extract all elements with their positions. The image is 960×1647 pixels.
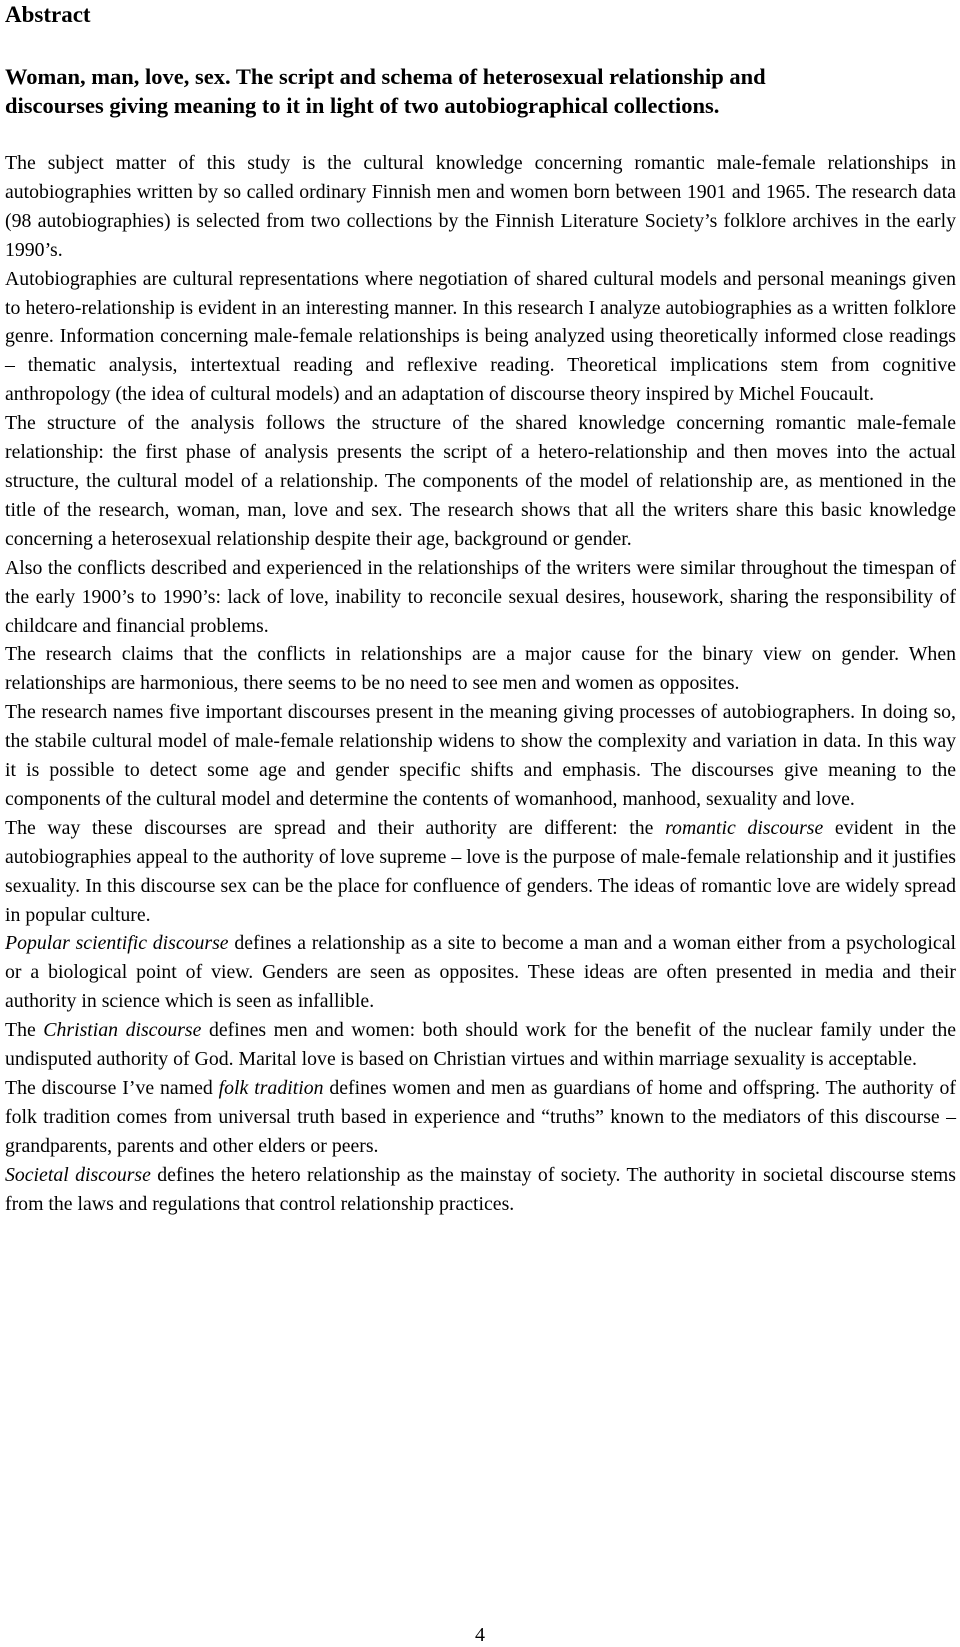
paragraph-autobiographies: Autobiographies are cultural representations where negotiation of shared cultural models and personal meanings given to hetero-relationship is evident in an interesting manner. In this research I analyze autobiographies as a written folklore genre. Information concerning male-female relationships is being analyzed using theoretically informed close readings – thematic analysis, intertextual reading and reflexive reading. Theoretical implications stem from cognitive anthropology (the idea of cultural models) and an adaptation of discourse theory inspired by Michel Foucault. [5,267,956,406]
term-popular-scientific-discourse: Popular scientific discourse [5,932,229,955]
title-line-2: discourses giving meaning to it in light of two autobiographical collections. [5,93,720,118]
paragraph-societal-discourse [5,1161,956,1219]
paragraph-subject-matter: The subject matter of this study is the cultural knowledge concerning romantic male-female relationships in autobiographies written by so called ordinary Finnish men and women born between 1901 and 1965. The research data (98 autobiographies) is selected from two collections by the Finnish Literature Society’s folklore archives in the early 1990’s. [5,152,956,261]
text-run: The [5,1019,44,1042]
document-page [5,0,956,1219]
text-run: defines women and men as guardians of home and offspring. The authority of folk tradition comes from universal truth based in experience and “truths” known to the mediators of this discourse – grandparents, parents and other elders or peers. [5,1077,956,1157]
section-heading: Abstract [5,2,91,27]
abstract-body [5,149,956,1219]
text-run: The discourse I’ve named [5,1077,219,1099]
page-number: 4 [475,1624,485,1646]
paragraph-conflicts: Also the conflicts described and experienced in the relationships of the writers were similar throughout the timespan of the early 1900’s to 1990’s: lack of love, inability to reconcile sexual desires, housework, sharing the responsibility of childcare and financial problems. [5,556,956,637]
term-christian-discourse: Christian discourse [43,1019,202,1042]
text-run: The way these discourses are spread and their authority are different: the [5,816,666,839]
text-run: evident in the autobiographies appeal to the authority of love supreme – love is the purpose of male-female relationship and it justifies sexuality. In this discourse sex can be the place for confluence of genders. The ideas of romantic love are widely spread in popular culture. [5,816,956,926]
document-title [5,62,956,120]
paragraph-folk-tradition [5,1074,956,1161]
paragraph-structure: The structure of the analysis follows the structure of the shared knowledge concerning romantic male-female relationship: the first phase of analysis presents the script of a hetero-relationship and then moves into the actual structure, the cultural model of a relationship. The components of the model of relationship are, as mentioned in the title of the research, woman, man, love and sex. The research shows that all the writers share this basic knowledge concerning a heterosexual relationship despite their age, background or gender. [5,412,956,550]
term-societal-discourse: Societal discourse [5,1163,151,1186]
text-run: defines a relationship as a site to become a man and a woman either from a psychological or a biological point of view. Genders are seen as opposites. These ideas are often presented in media and their authority in science which is seen as infallible. [5,932,956,1013]
title-line-1: Woman, man, love, sex. The script and schema of heterosexual relationship and [5,64,766,89]
term-folk-tradition: folk tradition [218,1077,324,1099]
paragraph-christian-discourse [5,1016,956,1074]
term-romantic-discourse: romantic discourse [665,816,824,839]
paragraph-five-discourses: The research names five important discourses present in the meaning giving processes of autobiographers. In doing so, the stabile cultural model of male-female relationship widens to show the complexity and variation in data. In this way it is possible to detect some age and gender specific shifts and emphasis. The discourses give meaning to the components of the cultural model and determine the contents of womanhood, manhood, sexuality and love. [5,701,956,810]
paragraph-binary-view: The research claims that the conflicts in relationships are a major cause for the binary view on gender. When relationships are harmonious, there seems to be no need to see men and women as opposites. [5,643,956,695]
paragraph-romantic-discourse [5,814,956,930]
text-run: defines the hetero relationship as the mainstay of society. The authority in societal discourse stems from the laws and regulations that control relationship practices. [5,1163,956,1215]
paragraph-popular-scientific-discourse [5,929,956,1016]
text-run: defines men and women: both should work for the benefit of the nuclear family under the undisputed authority of God. Marital love is based on Christian virtues and within marriage sexuality is acceptable. [5,1019,956,1071]
